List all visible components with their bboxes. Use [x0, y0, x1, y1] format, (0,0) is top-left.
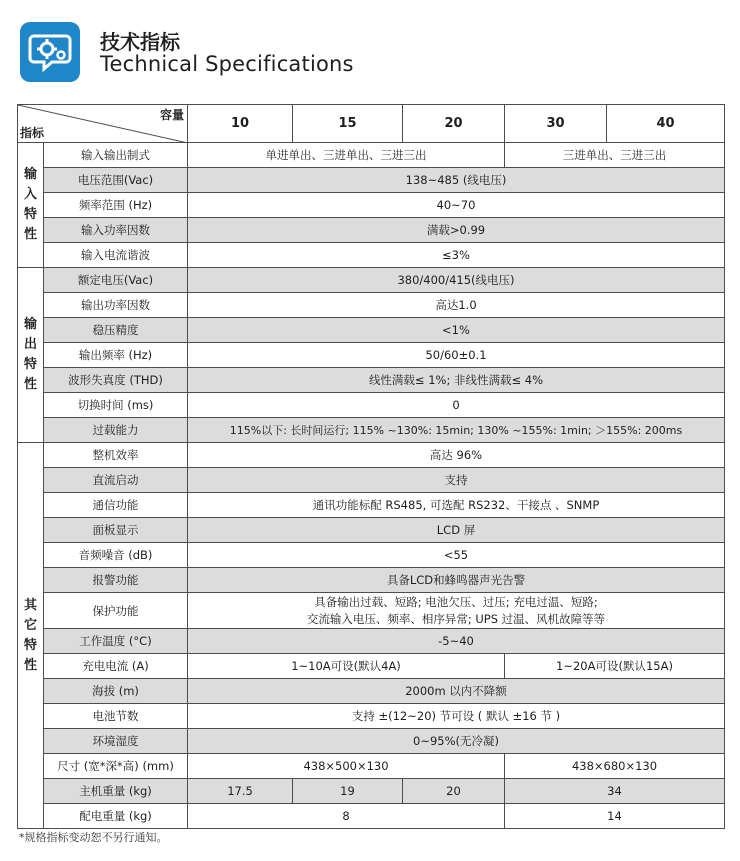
table-row [18, 704, 725, 729]
row-label: 整机效率 [44, 443, 188, 468]
table-row [18, 754, 725, 779]
row-value: ≤3% [188, 243, 725, 268]
table-row [18, 418, 725, 443]
gear-shield-icon [20, 22, 80, 82]
row-label: 充电电流 (A) [44, 654, 188, 679]
row-value: 高达 96% [188, 443, 725, 468]
row-label: 海拔 (m) [44, 679, 188, 704]
row-label: 尺寸 (宽*深*高) (mm) [44, 754, 188, 779]
capacity-header-row [18, 105, 725, 143]
indicator-header: 指标 [20, 126, 45, 140]
row-value: 8 [188, 804, 505, 829]
table-row [18, 293, 725, 318]
row-value: 2000m 以内不降额 [188, 679, 725, 704]
row-value: 17.5 [188, 779, 293, 804]
table-row [18, 568, 725, 593]
row-value: 0 [188, 393, 725, 418]
row-value: 438×500×130 [188, 754, 505, 779]
table-row [18, 393, 725, 418]
table-row [18, 243, 725, 268]
row-label: 输出频率 (Hz) [44, 343, 188, 368]
row-value: 1~10A可设(默认4A) [188, 654, 505, 679]
row-label: 输出功率因数 [44, 293, 188, 318]
row-label: 电压范围(Vac) [44, 168, 188, 193]
row-value: 50/60±0.1 [188, 343, 725, 368]
row-value: 通讯功能标配 RS485, 可选配 RS232、干接点 、SNMP [188, 493, 725, 518]
table-row [18, 593, 725, 629]
capacity-header: 容量 [159, 108, 184, 122]
capacity-40: 40 [607, 105, 725, 143]
group-label-other: 其它特性 [18, 443, 44, 829]
row-label: 配电重量 (kg) [44, 804, 188, 829]
row-label: 音频噪音 (dB) [44, 543, 188, 568]
table-row [18, 629, 725, 654]
table-row [18, 168, 725, 193]
row-value: 34 [505, 779, 725, 804]
group-label-input: 输入特性 [18, 143, 44, 268]
row-label: 输入输出制式 [44, 143, 188, 168]
row-label: 过载能力 [44, 418, 188, 443]
row-label: 输入功率因数 [44, 218, 188, 243]
table-row [18, 368, 725, 393]
protection-line-2: 交流输入电压、频率、相序异常; UPS 过温、风机故障等等 [306, 611, 606, 626]
table-row [18, 543, 725, 568]
table-row [18, 468, 725, 493]
row-value: 14 [505, 804, 725, 829]
table-row [18, 143, 725, 168]
group-label-output: 输出特性 [18, 268, 44, 443]
table-row [18, 493, 725, 518]
row-value: LCD 屏 [188, 518, 725, 543]
row-label: 波形失真度 (THD) [44, 368, 188, 393]
title-english: Technical Specifications [100, 52, 354, 76]
capacity-10: 10 [188, 105, 293, 143]
table-row [18, 729, 725, 754]
row-label: 切换时间 (ms) [44, 393, 188, 418]
table-row [18, 443, 725, 468]
row-value: 19 [293, 779, 403, 804]
row-value: 138~485 (线电压) [188, 168, 725, 193]
row-label: 通信功能 [44, 493, 188, 518]
spec-table [17, 104, 725, 829]
row-value: 40~70 [188, 193, 725, 218]
row-label: 报警功能 [44, 568, 188, 593]
capacity-15: 15 [293, 105, 403, 143]
footnote: *规格指标变动恕不另行通知。 [19, 831, 168, 844]
row-value: <1% [188, 318, 725, 343]
row-value: 0~95%(无冷凝) [188, 729, 725, 754]
row-value: 单进单出、三进单出、三进三出 [188, 143, 505, 168]
row-label: 电池节数 [44, 704, 188, 729]
capacity-20: 20 [403, 105, 505, 143]
row-label: 频率范围 (Hz) [44, 193, 188, 218]
row-value: 三进单出、三进三出 [505, 143, 725, 168]
table-row [18, 804, 725, 829]
table-row [18, 218, 725, 243]
row-value: 1~20A可设(默认15A) [505, 654, 725, 679]
row-label: 直流启动 [44, 468, 188, 493]
table-row [18, 193, 725, 218]
row-value: -5~40 [188, 629, 725, 654]
row-value: 满载>0.99 [188, 218, 725, 243]
row-value: 支持 [188, 468, 725, 493]
row-value: 支持 ±(12~20) 节可设 ( 默认 ±16 节 ) [188, 704, 725, 729]
row-label: 面板显示 [44, 518, 188, 543]
capacity-30: 30 [505, 105, 607, 143]
corner-header-cell [18, 105, 188, 143]
table-row [18, 268, 725, 293]
row-label: 稳压精度 [44, 318, 188, 343]
table-row [18, 318, 725, 343]
row-value: <55 [188, 543, 725, 568]
row-label: 主机重量 (kg) [44, 779, 188, 804]
table-row [18, 343, 725, 368]
table-row [18, 518, 725, 543]
row-value: 具备LCD和蜂鸣器声光告警 [188, 568, 725, 593]
row-value: 115%以下: 长时间运行; 115% ~130%: 15min; 130% ~155%: 1min; ＞155%: 200ms [188, 418, 725, 443]
title-chinese: 技术指标 [100, 30, 180, 54]
table-row [18, 779, 725, 804]
row-value: 线性满载≤ 1%; 非线性满载≤ 4% [188, 368, 725, 393]
table-row [18, 654, 725, 679]
row-value: 高达1.0 [188, 293, 725, 318]
table-row [18, 679, 725, 704]
row-label: 工作温度 (°C) [44, 629, 188, 654]
row-value: 20 [403, 779, 505, 804]
row-value: 380/400/415(线电压) [188, 268, 725, 293]
row-label: 额定电压(Vac) [44, 268, 188, 293]
row-label: 保护功能 [44, 593, 188, 629]
row-label: 环境湿度 [44, 729, 188, 754]
row-label: 输入电流谐波 [44, 243, 188, 268]
protection-line-1: 具备输出过载、短路; 电池欠压、过压; 充电过温、短路; [314, 594, 598, 609]
row-value [188, 593, 725, 629]
row-value: 438×680×130 [505, 754, 725, 779]
